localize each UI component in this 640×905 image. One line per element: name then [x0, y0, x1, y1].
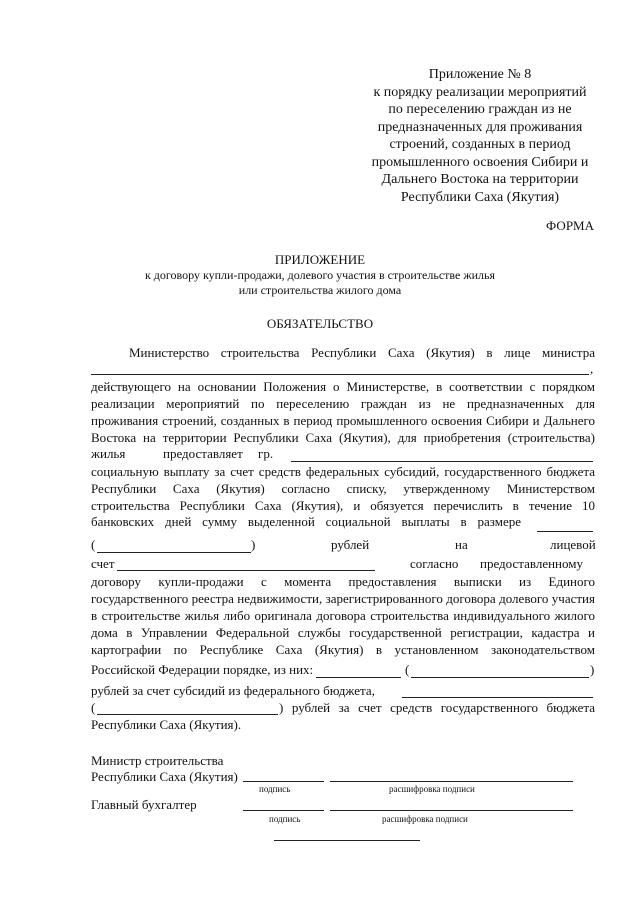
date-field[interactable]	[274, 840, 420, 841]
state-amount-words-field[interactable]	[97, 714, 278, 715]
minister-title: Министр строительства	[91, 753, 224, 768]
header-line: Дальнего Востока на территории	[381, 172, 579, 187]
payment-amount-field[interactable]	[537, 531, 593, 532]
comma: ,	[590, 361, 594, 376]
header-line: промышленного освоения Сибири и	[371, 154, 589, 170]
body-word: гр.	[258, 446, 274, 461]
header-line: Приложение № 8	[428, 67, 532, 82]
paren: (	[405, 662, 410, 677]
minister-name-field[interactable]	[91, 374, 589, 375]
account-number-field[interactable]	[117, 570, 375, 571]
caption-sign: подпись	[259, 784, 291, 794]
body-line: Российской Федерации порядке, из них:	[91, 662, 314, 677]
paren: )	[590, 662, 595, 677]
caption-decode: расшифровка подписи	[389, 784, 475, 794]
title-subline: или строительства жилого дома	[238, 283, 402, 297]
body-line: дома в Управлении Федеральной службы государственной регистрации, кадастра и	[91, 625, 595, 640]
body-line: картографии по Республике Саха (Якутия) в установленном законодательством	[91, 642, 595, 657]
obligation-heading: ОБЯЗАТЕЛЬСТВО	[266, 316, 374, 331]
federal-amount-field[interactable]	[316, 677, 401, 678]
recipient-name-field[interactable]	[291, 461, 593, 462]
body-line: ) рублей за счет средств государственного бюджета	[279, 700, 595, 715]
body-line: договору купли-продажи с момента предоставления выписки из Единого	[91, 574, 595, 589]
caption-sign: подпись	[269, 814, 301, 824]
body-word: предоставленному	[480, 556, 583, 571]
title-subline: к договору купли-продажи, долевого участия в строительстве жилья	[144, 268, 496, 282]
body-line: в строительстве жилья либо оригинала договора строительства индивидуального жилого	[91, 608, 595, 623]
body-word: лицевой	[550, 537, 596, 552]
body-word: на	[455, 537, 468, 552]
body-line: Востока на территории Республики Саха (Якутия), для приобретения (строительства)	[91, 430, 595, 445]
header-line: к порядку реализации мероприятий	[373, 84, 587, 100]
header-line: Республики Саха (Якутия)	[400, 189, 560, 205]
minister-name-decode-field[interactable]	[330, 781, 573, 782]
accountant-name-decode-field[interactable]	[330, 810, 573, 811]
federal-amount-words-field[interactable]	[411, 677, 589, 678]
body-line: государственного реестра недвижимости, зарегистрированного договора долевого участия	[91, 591, 595, 606]
body-line: действующего на основании Положения о Министерстве, в соответствии с порядком	[91, 379, 595, 394]
paren: )	[251, 537, 256, 552]
accountant-signature-field[interactable]	[243, 810, 324, 811]
body-line: Республики Саха (Якутия) согласно списку, утвержденному Министерством	[91, 481, 595, 496]
body-line: социальную выплату за счет средств федеральных субсидий, государственного бюджета	[91, 464, 595, 479]
body-line: реализации мероприятий по переселению граждан из не предназначенных для	[91, 396, 595, 411]
body-word: жилья	[91, 446, 126, 461]
paren: (	[91, 537, 96, 552]
accountant-title: Главный бухгалтер	[91, 797, 197, 812]
body-word: предоставляет	[163, 446, 243, 461]
header-line: строений, созданных в период	[389, 137, 571, 152]
body-line: банковских дней сумму выделенной социальной выплаты в размере	[91, 514, 521, 529]
header-line: по переселению граждан из не	[388, 102, 572, 117]
amount-words-field[interactable]	[97, 552, 251, 553]
state-amount-field[interactable]	[402, 697, 593, 698]
body-word: рублей	[331, 537, 370, 552]
body-line: рублей за счет субсидий из федерального бюджета,	[91, 683, 375, 698]
body-word: счет	[91, 556, 115, 571]
caption-decode: расшифровка подписи	[382, 814, 468, 824]
minister-signature-field[interactable]	[243, 781, 324, 782]
body-line: строительства Республики Саха (Якутия), и обязуется перечислить в течение 10	[91, 498, 595, 513]
form-label: ФОРМА	[546, 218, 594, 233]
paren: (	[91, 700, 96, 715]
body-word: согласно	[410, 556, 459, 571]
header-line: предназначенных для проживания	[377, 119, 583, 135]
document-title: ПРИЛОЖЕНИЕ	[274, 252, 366, 267]
body-line: Республики Саха (Якутия).	[91, 717, 242, 732]
body-line: проживания строений, созданных в период промышленного освоения Сибири и Дальнего	[91, 413, 595, 428]
minister-title: Республики Саха (Якутия)	[91, 769, 238, 784]
body-line: Министерство строительства Республики Саха (Якутия) в лице министра	[129, 345, 595, 360]
